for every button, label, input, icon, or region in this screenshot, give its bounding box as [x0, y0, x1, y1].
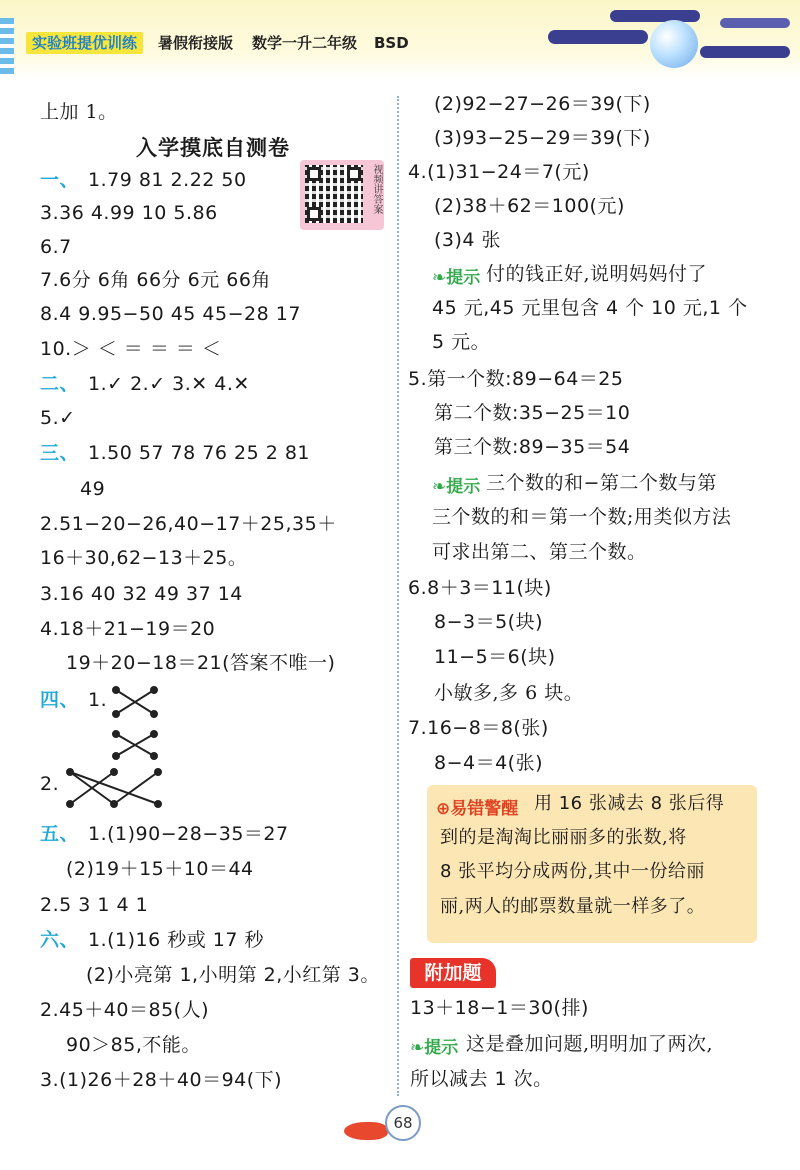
- answer-line: 1.79 81 2.22 50: [88, 169, 247, 191]
- section-label: 六、: [40, 929, 80, 951]
- header-cloud: [548, 30, 648, 44]
- answer-line: (3)4 张: [434, 229, 502, 251]
- answer-line: 2.5 3 1 4 1: [40, 894, 149, 916]
- book-edition: 暑假衔接版: [158, 34, 234, 52]
- answer-line: 第三个数:89−35＝54: [434, 436, 631, 458]
- warning-line: 用 16 张减去 8 张后得: [534, 793, 725, 814]
- section-label: 三、: [40, 442, 80, 464]
- alert-icon: ⊕: [436, 799, 451, 819]
- answer-line: 第二个数:35−25＝10: [434, 402, 631, 424]
- answer-line: 3.36 4.99 10 5.86: [40, 202, 218, 224]
- answer-line: 7.16−8＝8(张): [408, 717, 549, 739]
- hint-line: 三个数的和−第二个数与第: [486, 472, 717, 494]
- text-line: 上加 1。: [40, 101, 118, 123]
- hint-text: 提示: [424, 1038, 459, 1058]
- answer-line: (2)92−27−26＝39(下): [434, 93, 651, 115]
- answer-line: 49: [80, 478, 106, 500]
- answer-line: 1.: [88, 689, 108, 711]
- hint-line: 5 元。: [432, 331, 491, 353]
- answer-line: 6.8＋3＝11(块): [408, 577, 552, 599]
- bonus-question-label: 附加题: [410, 958, 496, 988]
- answer-line: 11−5＝6(块): [434, 646, 556, 668]
- leaf-icon: ❧: [410, 1038, 425, 1058]
- answer-line: 5.第一个数:89−64＝25: [408, 368, 624, 390]
- answer-line: 19＋20−18＝21(答案不唯一): [66, 652, 336, 674]
- warning-line: 丽,两人的邮票数量就一样多了。: [440, 896, 706, 917]
- hint-line: 所以减去 1 次。: [410, 1068, 553, 1090]
- qr-caption: 视频讲答案: [371, 164, 382, 214]
- page-title: 入学摸底自测卷: [136, 135, 290, 160]
- matching-lines-diagram-1: [108, 684, 168, 764]
- series-badge: 实验班提优训练: [26, 32, 143, 54]
- answer-line: 4.18＋21−19＝20: [40, 618, 216, 640]
- leaf-icon: ❧: [432, 268, 447, 288]
- hint-label: [432, 472, 480, 497]
- hint-line: 付的钱正好,说明妈妈付了: [486, 263, 708, 285]
- matching-lines-diagram-2: [62, 764, 172, 814]
- answer-line: 1.✓ 2.✓ 3.✕ 4.✕: [88, 373, 250, 395]
- fish-illustration: [344, 1122, 388, 1140]
- hint-label: [410, 1033, 458, 1058]
- answer-line: 1.50 57 78 76 25 2 81: [88, 442, 311, 464]
- answer-line: 2.45＋40＝85(人): [40, 999, 209, 1021]
- hint-line: 45 元,45 元里包含 4 个 10 元,1 个: [432, 297, 748, 319]
- answer-line: (2)19＋15＋10＝44: [66, 858, 254, 880]
- header-stripe: [0, 18, 14, 74]
- answer-line: 3.(1)26＋28＋40＝94(下): [40, 1069, 283, 1091]
- warning-label: [436, 794, 518, 819]
- answer-line: 3.16 40 32 49 37 14: [40, 583, 243, 605]
- answer-line: 6.7: [40, 236, 72, 258]
- hint-line: 可求出第二、第三个数。: [432, 541, 647, 563]
- page-number: 68: [385, 1105, 421, 1141]
- answer-line: 16＋30,62−13＋25。: [40, 547, 248, 569]
- answer-line: (2)小亮第 1,小明第 2,小红第 3。: [86, 964, 380, 986]
- subject-grade: 数学一升二年级: [252, 34, 358, 52]
- qr-code[interactable]: [305, 165, 363, 223]
- answer-line: 小敏多,多 6 块。: [434, 682, 584, 704]
- warning-line: 到的是淘淘比丽丽多的张数,将: [440, 827, 687, 848]
- answer-line: 8.4 9.95−50 45 45−28 17: [40, 303, 301, 325]
- answer-line: 1.(1)16 秒或 17 秒: [88, 929, 265, 951]
- answer-line: 10.＞ ＜ ＝ ＝ ＝ ＜: [40, 338, 222, 360]
- answer-line: (3)93−25−29＝39(下): [434, 127, 651, 149]
- answer-line: 13＋18−1＝30(排): [410, 997, 589, 1019]
- edition-code: BSD: [374, 34, 409, 52]
- section-label: 四、: [40, 689, 80, 711]
- answer-line: 1.(1)90−28−35＝27: [88, 823, 289, 845]
- moon-illustration: [650, 20, 698, 68]
- section-label: 一、: [40, 169, 80, 191]
- answer-line: 2.: [40, 773, 60, 795]
- answer-line: 4.(1)31−24＝7(元): [408, 161, 590, 183]
- answer-line: 8−4＝4(张): [434, 752, 544, 774]
- hint-label: [432, 263, 480, 288]
- answer-line: 2.51−20−26,40−17＋25,35＋: [40, 513, 337, 535]
- hint-line: 三个数的和＝第一个数;用类似方法: [432, 506, 732, 528]
- hint-text: 提示: [446, 477, 481, 497]
- answer-line: 7.6分 6角 66分 6元 66角: [40, 269, 271, 291]
- column-divider: [397, 96, 399, 1096]
- leaf-icon: ❧: [432, 477, 447, 497]
- warning-line: 8 张平均分成两份,其中一份给丽: [440, 861, 705, 882]
- hint-line: 这是叠加问题,明明加了两次,: [466, 1033, 714, 1055]
- answer-line: (2)38＋62＝100(元): [434, 195, 625, 217]
- hint-text: 提示: [446, 268, 481, 288]
- warning-text: 易错警醒: [450, 799, 519, 819]
- answer-line: 5.✓: [40, 407, 76, 429]
- header-cloud: [720, 18, 790, 28]
- section-label: 二、: [40, 373, 80, 395]
- header-cloud: [700, 46, 790, 58]
- answer-line: 90＞85,不能。: [66, 1034, 201, 1056]
- header-cloud: [610, 10, 700, 22]
- answer-line: 8−3＝5(块): [434, 611, 544, 633]
- section-label: 五、: [40, 823, 80, 845]
